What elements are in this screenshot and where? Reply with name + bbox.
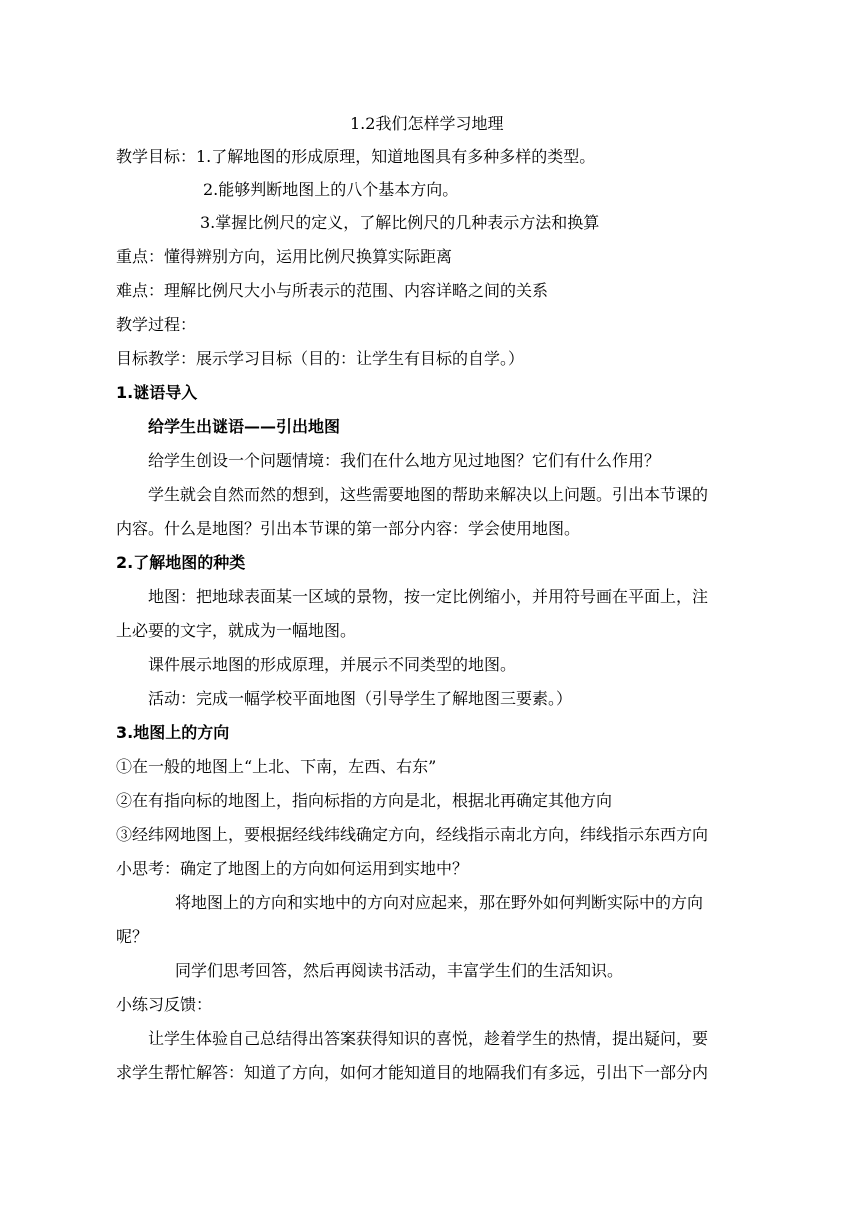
paragraph-line: 重点：懂得辨别方向，运用比例尺换算实际距离 (116, 247, 453, 266)
paragraph-line: 活动：完成一幅学校平面地图（引导学生了解地图三要素。） (148, 689, 573, 708)
paragraph-line: 让学生体验自己总结得出答案获得知识的喜悦，趁着学生的热情，提出疑问，要 (148, 1029, 709, 1048)
paragraph-line: 课件展示地图的形成原理，并展示不同类型的地图。 (148, 655, 517, 674)
paragraph-line: 内容。什么是地图？引出本节课的第一部分内容：学会使用地图。 (116, 519, 581, 538)
section-heading: 1.谜语导入 (116, 383, 198, 402)
list-item: ①在一般的地图上“上北、下南，左西、右东” (116, 757, 437, 776)
paragraph-line: 教学过程： (116, 315, 197, 334)
paragraph-line: 小练习反馈： (116, 995, 213, 1014)
paragraph-line: 给学生创设一个问题情境：我们在什么地方见过地图？它们有什么作用？ (148, 451, 661, 470)
paragraph-line: 求学生帮忙解答：知道了方向，如何才能知道目的地隔我们有多远，引出下一部分内 (116, 1063, 709, 1082)
paragraph-line: 目标教学：展示学习目标（目的：让学生有目标的自学。） (116, 349, 525, 368)
paragraph-line: 同学们思考回答，然后再阅读书活动，丰富学生们的生活知识。 (175, 961, 624, 980)
paragraph-line: 上必要的文字，就成为一幅地图。 (116, 621, 357, 640)
paragraph-line: 教学目标：1.了解地图的形成原理，知道地图具有多种多样的类型。 (116, 147, 596, 166)
subheading: 给学生出谜语——引出地图 (148, 417, 341, 436)
section-heading: 2.了解地图的种类 (116, 553, 246, 572)
list-item: ③经纬网地图上，要根据经线纬线确定方向，经线指示南北方向，纬线指示东西方向 (116, 825, 709, 844)
page-title: 1.2我们怎样学习地理 (350, 114, 504, 133)
paragraph-line: 呢？ (116, 927, 149, 946)
paragraph-line: 难点：理解比例尺大小与所表示的范围、内容详略之间的关系 (116, 281, 549, 300)
paragraph-line: 小思考：确定了地图上的方向如何运用到实地中？ (116, 859, 469, 878)
list-item: ②在有指向标的地图上，指向标指的方向是北，根据北再确定其他方向 (116, 791, 613, 810)
paragraph-line: 学生就会自然而然的想到，这些需要地图的帮助来解决以上问题。引出本节课的 (148, 485, 709, 504)
paragraph-line: 2.能够判断地图上的八个基本方向。 (203, 180, 459, 199)
paragraph-line: 地图：把地球表面某一区域的景物，按一定比例缩小，并用符号画在平面上，注 (148, 587, 709, 606)
section-heading: 3.地图上的方向 (116, 723, 230, 742)
paragraph-line: 3.掌握比例尺的定义，了解比例尺的几种表示方法和换算 (200, 213, 600, 232)
paragraph-line: 将地图上的方向和实地中的方向对应起来，那在野外如何判断实际中的方向 (175, 893, 704, 912)
